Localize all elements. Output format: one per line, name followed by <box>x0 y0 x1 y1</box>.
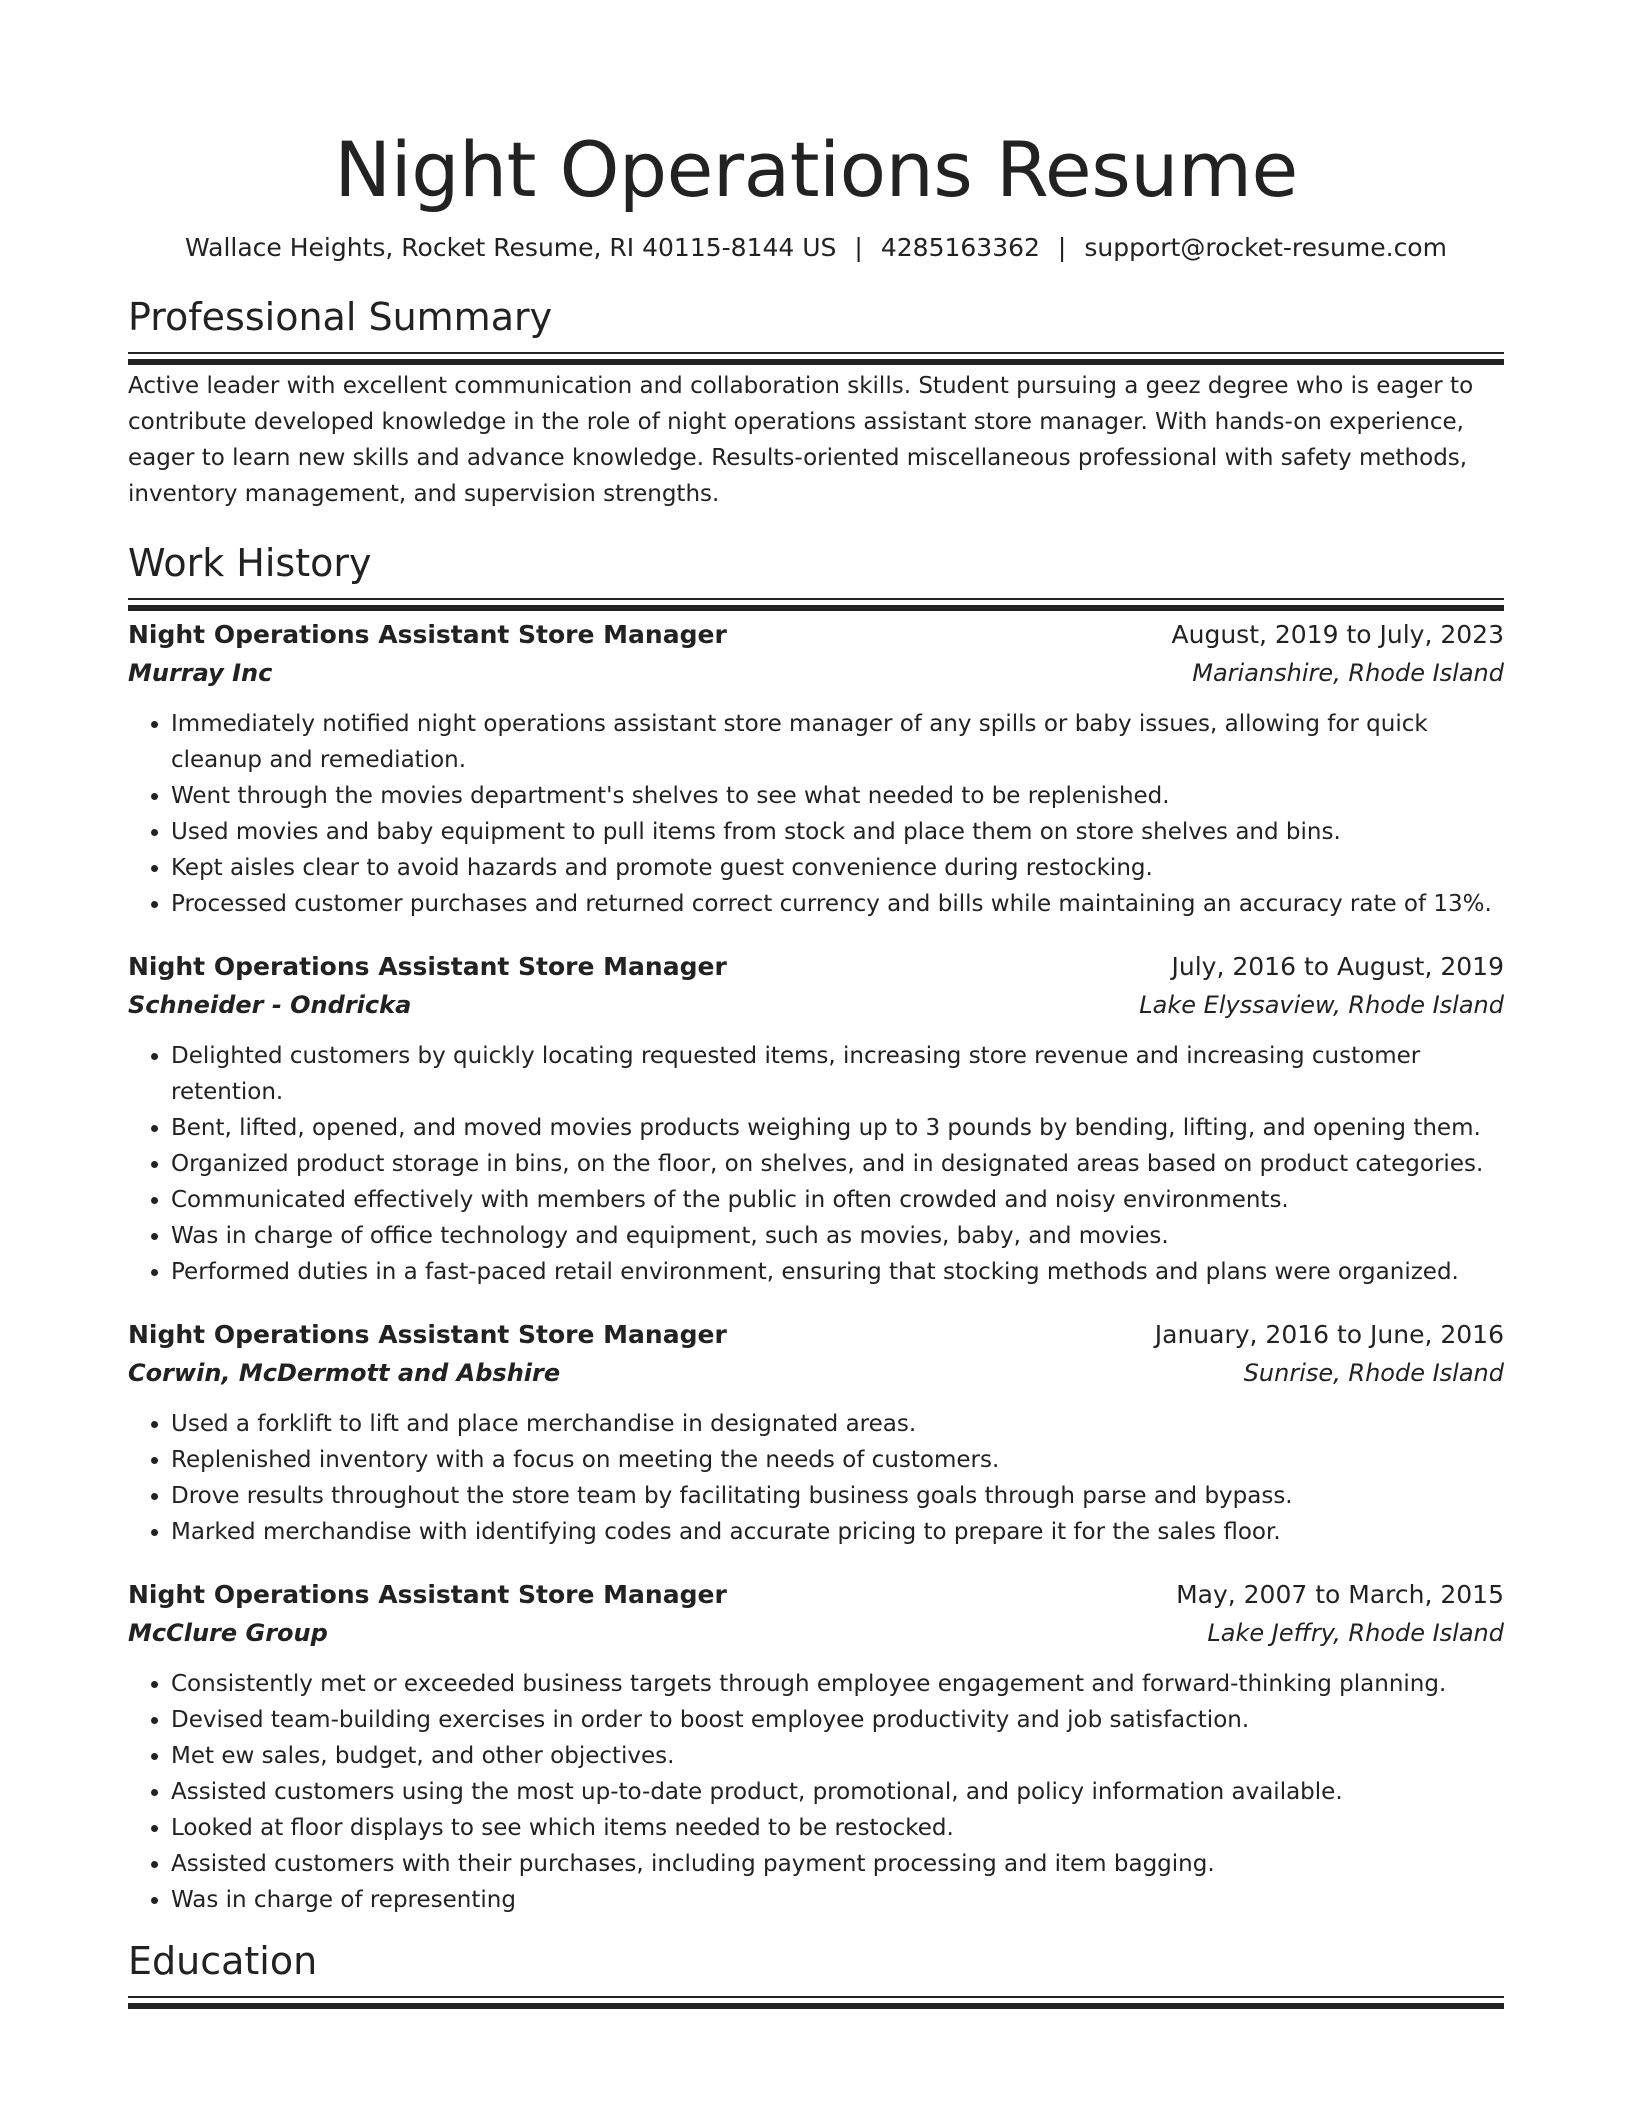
job-bullet: • Looked at floor displays to see which items needed to be restocked. <box>171 1810 1504 1846</box>
education-heading: Education <box>128 1939 318 1983</box>
contact-line <box>128 232 1504 264</box>
section-divider <box>128 352 1504 354</box>
resume-page <box>128 0 1504 1998</box>
job-bullet: • Was in charge of office technology and equipment, such as movies, baby, and movies. <box>171 1218 1504 1254</box>
section-divider <box>128 598 1504 600</box>
job-bullet: • Met ew sales, budget, and other objectives. <box>171 1738 1504 1774</box>
job-bullet: • Marked merchandise with identifying codes and accurate pricing to prepare it for the sales floor. <box>171 1514 1504 1550</box>
job-bullet: • Kept aisles clear to avoid hazards and promote guest convenience during restocking. <box>171 850 1504 886</box>
job-entry <box>128 948 1504 1290</box>
education-section <box>128 1938 1504 1998</box>
job-location: Lake Elyssaview, Rhode Island <box>1139 991 1504 1019</box>
job-bullets <box>128 1666 1504 1918</box>
job-bullet: • Delighted customers by quickly locating requested items, increasing store revenue and increasing customer retention. <box>171 1038 1504 1110</box>
job-entry <box>128 616 1504 922</box>
contact-phone: 4285163362 <box>880 233 1040 262</box>
contact-address: Wallace Heights, Rocket Resume, RI 40115-8144 US <box>185 233 837 262</box>
job-bullet: • Bent, lifted, opened, and moved movies products weighing up to 3 pounds by bending, lifting, and opening them. <box>171 1110 1504 1146</box>
job-bullet: • Communicated effectively with members of the public in often crowded and noisy environments. <box>171 1182 1504 1218</box>
resume-title: Night Operations Resume <box>334 125 1298 214</box>
job-bullet: • Replenished inventory with a focus on meeting the needs of customers. <box>171 1442 1504 1478</box>
job-title: Night Operations Assistant Store Manager <box>128 1580 727 1609</box>
job-bullet: • Drove results throughout the store team by facilitating business goals through parse and bypass. <box>171 1478 1504 1514</box>
job-title: Night Operations Assistant Store Manager <box>128 620 727 649</box>
contact-email: support@rocket-resume.com <box>1084 233 1447 262</box>
job-title: Night Operations Assistant Store Manager <box>128 952 727 981</box>
job-title: Night Operations Assistant Store Manager <box>128 1320 727 1349</box>
job-bullets <box>128 1406 1504 1550</box>
job-bullets <box>128 706 1504 922</box>
job-bullet: • Went through the movies department's shelves to see what needed to be replenished. <box>171 778 1504 814</box>
job-bullet: • Processed customer purchases and returned correct currency and bills while maintaining an accuracy rate of 13%. <box>171 886 1504 922</box>
job-bullet: • Assisted customers using the most up-to-date product, promotional, and policy information available. <box>171 1774 1504 1810</box>
job-entry <box>128 1576 1504 1918</box>
job-bullet: • Consistently met or exceeded business targets through employee engagement and forward-thinking planning. <box>171 1666 1504 1702</box>
job-bullet: • Used movies and baby equipment to pull items from stock and place them on store shelves and bins. <box>171 814 1504 850</box>
job-company: McClure Group <box>128 1619 328 1647</box>
job-bullet: • Immediately notified night operations assistant store manager of any spills or baby issues, allowing for quick cleanup and remediation. <box>171 706 1504 778</box>
job-bullet: • Was in charge of representing <box>171 1882 1504 1918</box>
job-bullet: • Performed duties in a fast-paced retail environment, ensuring that stocking methods and plans were organized. <box>171 1254 1504 1290</box>
section-divider <box>128 1996 1504 1998</box>
contact-separator: | <box>854 233 863 262</box>
job-company: Corwin, McDermott and Abshire <box>128 1359 561 1387</box>
job-location: Lake Jeffry, Rhode Island <box>1207 1619 1504 1647</box>
job-company: Schneider - Ondricka <box>128 991 412 1019</box>
work-history-heading: Work History <box>128 541 372 585</box>
summary-text: Active leader with excellent communication and collaboration skills. Student pursuing a geez degree who is eager to contribute developed knowledge in the role of night operations assistant store manager. With hands-on experience, eager to learn new skills and advance knowledge. Results-oriented miscellaneous professional with safety methods, inventory management, and supervision strengths. <box>128 373 1474 507</box>
job-bullet: • Assisted customers with their purchases, including payment processing and item bagging. <box>171 1846 1504 1882</box>
work-history-section <box>128 540 1504 1918</box>
job-bullet: • Devised team-building exercises in order to boost employee productivity and job satisfaction. <box>171 1702 1504 1738</box>
job-entry <box>128 1316 1504 1550</box>
job-dates: May, 2007 to March, 2015 <box>1176 1580 1504 1609</box>
job-bullet: • Organized product storage in bins, on the floor, on shelves, and in designated areas based on product categories. <box>171 1146 1504 1182</box>
summary-heading: Professional Summary <box>128 295 553 339</box>
job-company: Murray Inc <box>128 659 273 687</box>
job-bullet: • Used a forklift to lift and place merchandise in designated areas. <box>171 1406 1504 1442</box>
contact-separator: | <box>1057 233 1067 262</box>
job-location: Marianshire, Rhode Island <box>1192 659 1504 687</box>
job-location: Sunrise, Rhode Island <box>1243 1359 1504 1387</box>
summary-section <box>128 294 1504 512</box>
job-dates: July, 2016 to August, 2019 <box>1171 952 1504 981</box>
job-dates: January, 2016 to June, 2016 <box>1154 1320 1504 1349</box>
job-bullets <box>128 1038 1504 1290</box>
job-dates: August, 2019 to July, 2023 <box>1171 620 1504 649</box>
